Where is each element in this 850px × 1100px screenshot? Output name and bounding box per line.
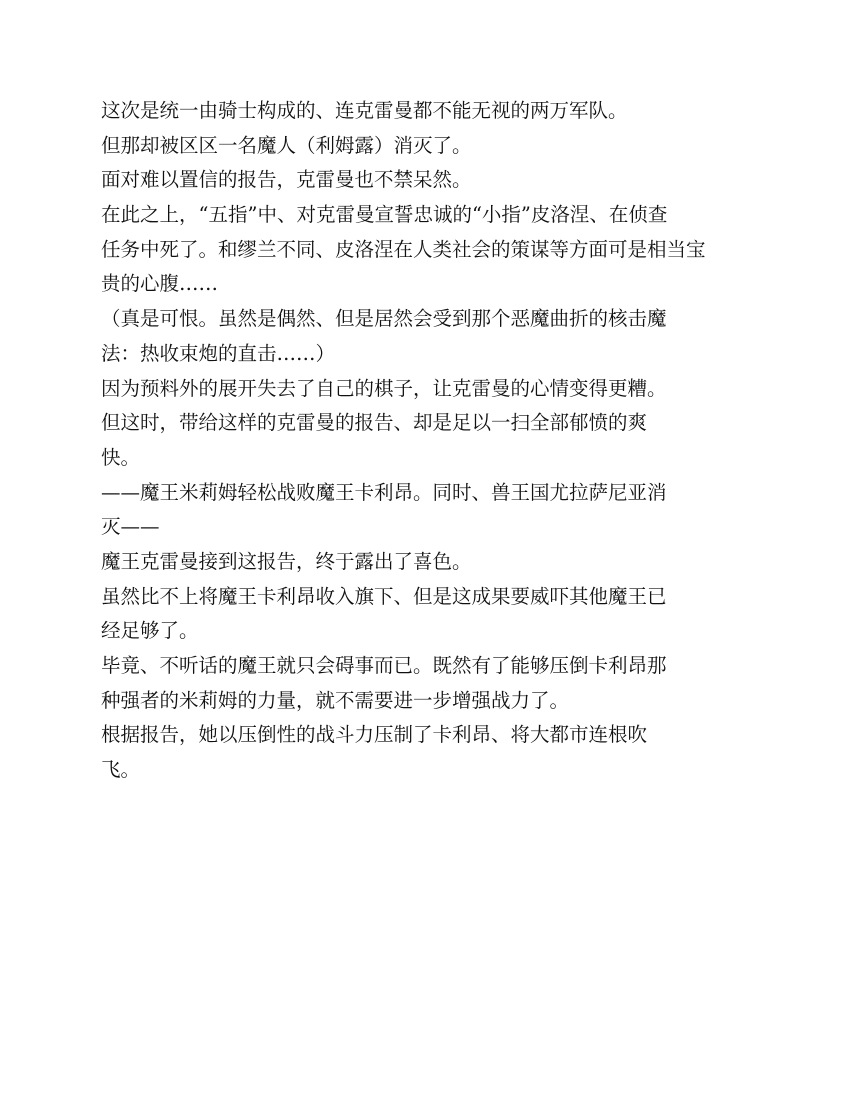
- text-line: （真是可恨。虽然是偶然、但是居然会受到那个恶魔曲折的核击魔: [101, 307, 667, 331]
- text-line: 快。: [101, 445, 141, 469]
- text-line: 面对难以置信的报告，克雷曼也不禁呆然。: [101, 168, 472, 192]
- text-line: 经足够了。: [101, 619, 199, 643]
- text-line: 毕竟、不听话的魔王就只会碍事而已。既然有了能够压倒卡利昂那: [101, 654, 667, 677]
- text-line: 种强者的米莉姆的力量，就不需要进一步增强战力了。: [101, 688, 570, 712]
- text-line: 贵的心腹……: [101, 272, 219, 296]
- body-text: [101, 94, 761, 788]
- text-line: 飞。: [101, 758, 141, 782]
- text-line: 因为预料外的展开失去了自己的棋子，让克雷曼的心情变得更糟。: [101, 376, 667, 400]
- text-line: 魔王克雷曼接到这报告，终于露出了喜色。: [101, 549, 472, 573]
- text-line: 根据报告，她以压倒性的战斗力压制了卡利昂、将大都市连根吹: [101, 723, 648, 747]
- text-line: 虽然比不上将魔王卡利昂收入旗下、但是这成果要威吓其他魔王已: [101, 584, 667, 608]
- text-line: 任务中死了。和缪兰不同、皮洛涅在人类社会的策谋等方面可是相当宝: [101, 237, 706, 261]
- text-line: ——魔王米莉姆轻松战败魔王卡利昂。同时、兽王国尤拉萨尼亚消: [101, 480, 667, 504]
- text-line: 这次是统一由骑士构成的、连克雷曼都不能无视的两万军队。: [101, 99, 628, 122]
- text-line: 但那却被区区一名魔人（利姆露）消灭了。: [101, 133, 472, 157]
- text-line: 在此之上，“五指”中、对克雷曼宣誓忠诚的“小指”皮洛涅、在侦查: [101, 203, 668, 227]
- text-line: 法：热收束炮的直击……）: [101, 341, 336, 365]
- text-line: 灭——: [101, 515, 160, 539]
- text-line: 但这时，带给这样的克雷曼的报告、却是足以一扫全部郁愤的爽: [101, 411, 648, 435]
